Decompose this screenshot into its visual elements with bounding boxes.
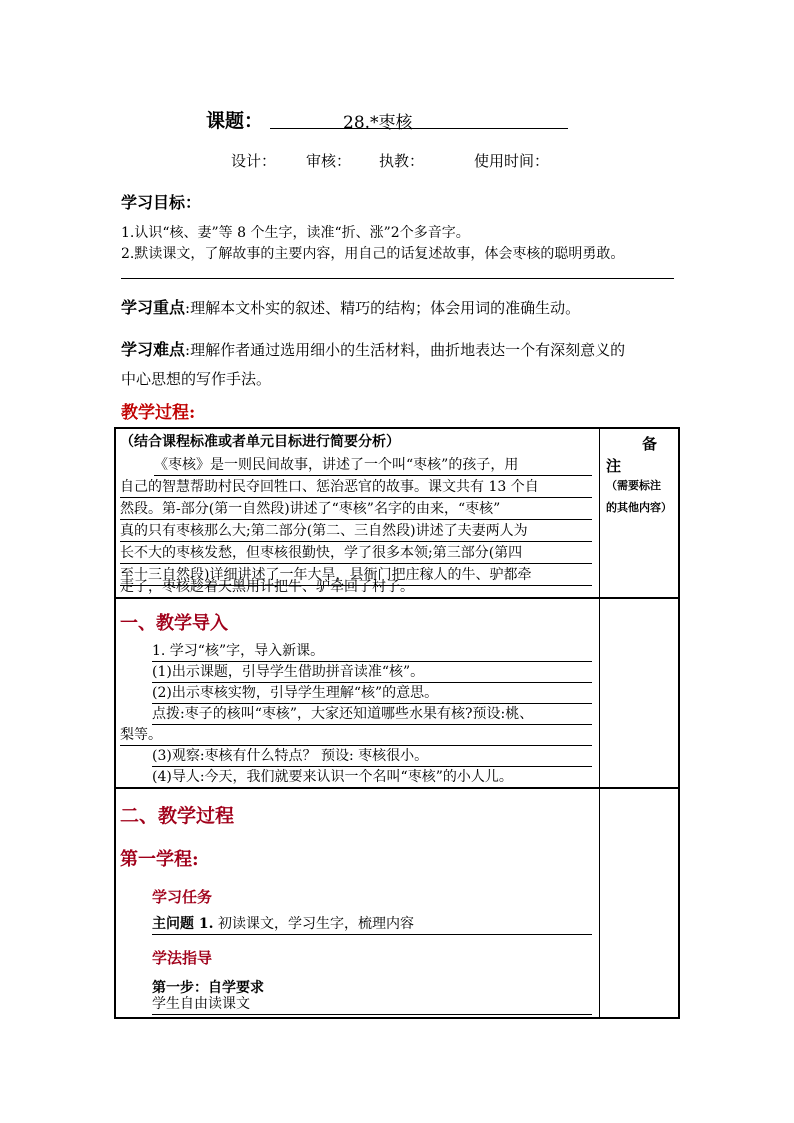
intro-row xyxy=(116,599,678,789)
intro-line-3: (2)出示枣核实物，引导学生理解“核”的意思。 xyxy=(152,683,592,704)
method-label: 学法指导 xyxy=(152,949,213,967)
intro-line-5: 梨等。 xyxy=(120,725,592,746)
intro-line-1: 1. 学习“核”字，导入新课。 xyxy=(152,641,592,662)
analysis-line-2: 自己的智慧帮助村民夺回牲口、惩治恶官的故事。课文共有 13 个自 xyxy=(120,477,592,498)
analysis-line-1: 《枣核》是一则民间故事，讲述了一个叫“枣核”的孩子，用 xyxy=(154,455,592,476)
goals-heading: 学习目标： xyxy=(121,193,202,212)
process-heading: 教学过程: xyxy=(121,403,196,423)
analysis-line-6: 至十三自然段)详细讲述了一年大旱，县衙门把庄稼人的牛、驴都牵 xyxy=(120,565,592,586)
design-label: 设计： xyxy=(231,152,277,170)
goal-item-1: 1.认识“核、妻”等 8 个生字，读准“折、涨”2个多音字。 xyxy=(121,225,470,241)
analysis-row xyxy=(116,429,678,599)
note-sub-2: 的其他内容） xyxy=(606,501,672,514)
difficulties-label: 学习难点 xyxy=(121,340,186,359)
difficulties-text-line1: :理解作者通过选用细小的生活材料，曲折地表达一个有深刻意义的 xyxy=(185,341,626,359)
question-label: 主问题 1. xyxy=(152,916,214,932)
intro-line-7: (4)导人:今天，我们就要来认识一个名叫“枣核”的小人儿。 xyxy=(152,767,592,788)
difficulties xyxy=(121,337,625,360)
review-label: 审核： xyxy=(306,152,352,170)
divider xyxy=(121,278,674,279)
intro-line-2: (1)出示课题，引导学生借助拼音读准“核”。 xyxy=(152,662,592,683)
title-label: 课题： xyxy=(206,110,264,132)
analysis-line-7: 走了，枣核趁着天黑用计把牛、驴牵回了村子。 xyxy=(120,577,592,598)
goal-item-2: 2.默读课文，了解故事的主要内容，用自己的话复述故事，体会枣核的聪明勇敢。 xyxy=(121,246,625,262)
note-title-2: 注 xyxy=(606,457,622,475)
step-text: 学生自由读课文 xyxy=(152,994,592,1015)
intro-heading: 一、教学导入 xyxy=(120,613,228,634)
title-field xyxy=(270,108,568,133)
key-points-label: 学习重点 xyxy=(121,298,186,317)
time-label: 使用时间： xyxy=(474,152,550,170)
lesson-table xyxy=(114,427,680,1019)
title-value: 28.*枣核 xyxy=(343,113,413,133)
process-section-heading: 二、教学过程 xyxy=(120,805,235,827)
process-sub-heading: 第一学程: xyxy=(120,849,199,870)
key-points xyxy=(121,295,580,318)
analysis-line-5: 长不大的枣核发愁，但枣核很勤快，学了很多本领;第三部分(第四 xyxy=(120,543,592,564)
note-sub-1: （需要标注 xyxy=(606,479,661,492)
teach-label: 执教： xyxy=(379,152,425,170)
process-row xyxy=(116,789,678,1017)
step-label: 第一步：自学要求 xyxy=(152,980,264,996)
intro-line-6: (3)观察:枣核有什么特点？ 预设: 枣核很小。 xyxy=(152,746,592,767)
analysis-line-4: 真的只有枣核那么大;第二部分(第二、三自然段)讲述了夫妻两人为 xyxy=(120,521,592,542)
note-title: 备 xyxy=(642,435,658,453)
intro-line-4: 点拨:枣子的核叫“枣核”，大家还知道哪些水果有核?预设:桃、 xyxy=(152,704,592,725)
question-line xyxy=(152,914,592,935)
task-label: 学习任务 xyxy=(152,888,213,906)
analysis-line-3: 然段。第-部分(第一自然段)讲述了“枣核”名字的由来，“枣核” xyxy=(120,499,592,520)
analysis-heading: （结合课程标准或者单元目标进行简要分析） xyxy=(120,434,400,450)
question-text: 初读课文，学习生字，梳理内容 xyxy=(213,916,414,932)
key-points-text: :理解本文朴实的叙述、精巧的结构；体会用词的准确生动。 xyxy=(185,299,581,317)
difficulties-text-line2: 中心思想的写作手法。 xyxy=(121,370,272,388)
